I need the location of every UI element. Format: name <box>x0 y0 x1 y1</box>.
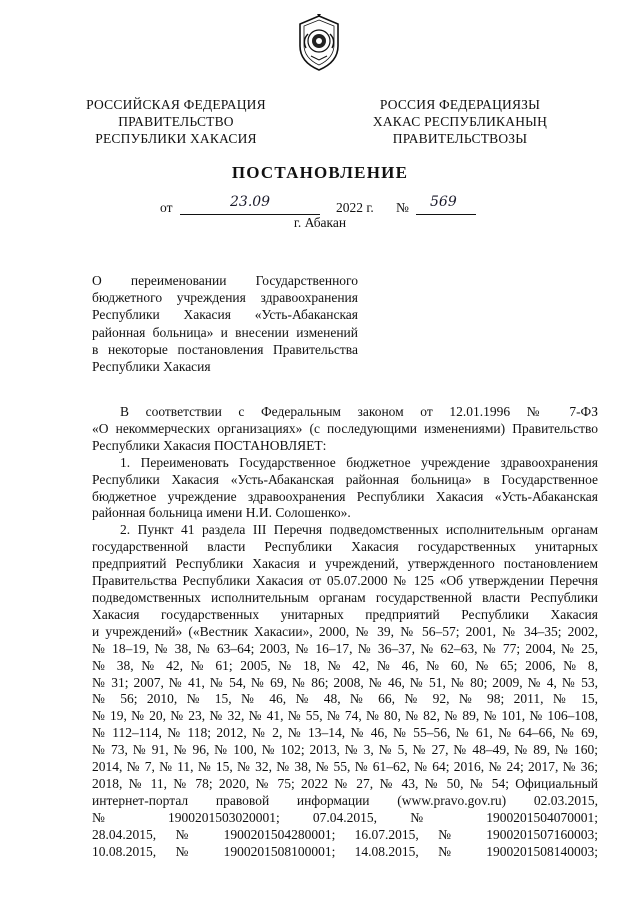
body-line: бюджетное учреждение здравоохранения Республики Хакасия «Усть-Абаканская <box>92 488 598 504</box>
body-line: № 38, № 42, № 61; 2005, № 18, № 42, № 46, № 60, № 65; 2006, № 8, <box>92 657 598 673</box>
handwritten-date: 23.09 <box>230 194 271 210</box>
body-line: государственной власти Республики Хакасия государственных унитарных <box>92 539 598 555</box>
subject-line: Республики Хакасия <box>92 359 211 375</box>
date-from-label: от <box>160 200 173 215</box>
body-line: № 73, № 91, № 96, № 100, № 102; 2013, № 3, № 5, № 27, № 48–49, № 89, № 160; <box>92 742 598 758</box>
body-line: 2. Пункт 41 раздела III Перечня подведомственных исполнительным органам <box>120 522 598 538</box>
document-body <box>92 404 598 860</box>
body-line: предприятий Республики Хакасия и учреждений, утвержденного постановлением <box>92 556 598 572</box>
body-line: № 1900201503020001; 07.04.2015, № 1900201504070001; <box>92 809 598 825</box>
subject-line: в некоторые постановления Правительства <box>92 341 358 357</box>
body-line: 2018, № 11, № 78; 2020, № 75; 2022 № 27, № 43, № 50, № 54; Официальный <box>92 775 598 791</box>
body-line: Республики Хакасия ПОСТАНОВЛЯЕТ: <box>92 437 327 453</box>
body-line: № 18–19, № 38, № 63–64; 2003, № 16–17, № 36–37, № 62–63, № 77; 2004, № 25, <box>92 640 598 656</box>
subject-line: О переименовании Государственного <box>92 273 358 288</box>
subject-line: Республики Хакасия «Усть-Абаканская <box>92 307 358 323</box>
body-line: Правительства Республики Хакасия от 05.07.2000 № 125 «Об утверждении Перечня <box>92 573 598 589</box>
body-line: районная больница имени Н.И. Солошенко». <box>92 505 351 521</box>
coat-of-arms-emblem <box>294 14 344 72</box>
body-line: Республики Хакасия «Усть-Абаканская районная больница» в Государственное <box>92 471 598 487</box>
body-line: Хакасия государственных унитарных предприятий Республики Хакасия <box>92 606 598 622</box>
subject-block <box>92 272 358 375</box>
body-line: 28.04.2015, № 1900201504280001; 16.07.2015, № 1900201507160003; <box>92 826 598 842</box>
body-line: № 19, № 20, № 23, № 32, № 41, № 55, № 74, № 80, № 82, № 89, № 101, № 106–108, <box>92 708 598 724</box>
header-left-line-2: ПРАВИТЕЛЬСТВО <box>118 114 234 129</box>
header-right-line-2: ХАКАС РЕСПУБЛИКАНЫҢ <box>372 114 548 129</box>
body-line: № 112–114, № 118; 2012, № 2, № 13–14, № 46, № 55–56, № 61, № 64–66, № 69, <box>92 725 598 741</box>
header-left-line-1: РОССИЙСКАЯ ФЕДЕРАЦИЯ <box>86 97 266 112</box>
header-right-line-1: РОССИЯ ФЕДЕРАЦИЯЗЫ <box>379 97 541 112</box>
header-left-line-3: РЕСПУБЛИКИ ХАКАСИЯ <box>95 131 257 146</box>
body-line: и учреждений» («Вестник Хакасии», 2000, № 39, № 56–57; 2001, № 34–35; 2002, <box>92 623 598 639</box>
body-line: № 56; 2010, № 15, № 46, № 48, № 66, № 92, № 98; 2011, № 15, <box>92 691 598 707</box>
body-line: «О некоммерческих организациях» (с последующими изменениями) Правительство <box>92 420 598 436</box>
body-line: интернет-портал правовой информации (www.pravo.gov.ru) 02.03.2015, <box>92 792 598 808</box>
subject-line: бюджетного учреждения здравоохранения <box>92 290 358 306</box>
document-title: ПОСТАНОВЛЕНИЕ <box>231 163 409 182</box>
body-line: 10.08.2015, № 1900201508100001; 14.08.2015, № 1900201508140003; <box>92 843 598 859</box>
city-name: г. Абакан <box>293 215 347 230</box>
body-line: В соответствии с Федеральным законом от 12.01.1996 № 7-ФЗ <box>120 404 598 419</box>
body-line: 1. Переименовать Государственное бюджетное учреждение здравоохранения <box>120 454 598 470</box>
number-sign: № <box>396 200 409 215</box>
header-left-block <box>76 96 276 147</box>
body-line: 2014, № 7, № 11, № 15, № 32, № 38, № 55, № 61–62, № 64; 2016, № 24; 2017, № 36; <box>92 759 598 775</box>
header-right-line-3: ПРАВИТЕЛЬСТВОЗЫ <box>392 131 528 146</box>
body-line: подведомственных исполнительным органам государственной власти Республики <box>92 589 598 605</box>
subject-line: районная больница» и внесении изменений <box>92 324 358 340</box>
handwritten-number: 569 <box>430 194 457 210</box>
date-year: 2022 г. <box>336 200 374 215</box>
body-line: № 31; 2007, № 41, № 54, № 69, № 86; 2008, № 46, № 51, № 80; 2009, № 4, № 53, <box>92 674 598 690</box>
header-right-block <box>360 96 560 147</box>
